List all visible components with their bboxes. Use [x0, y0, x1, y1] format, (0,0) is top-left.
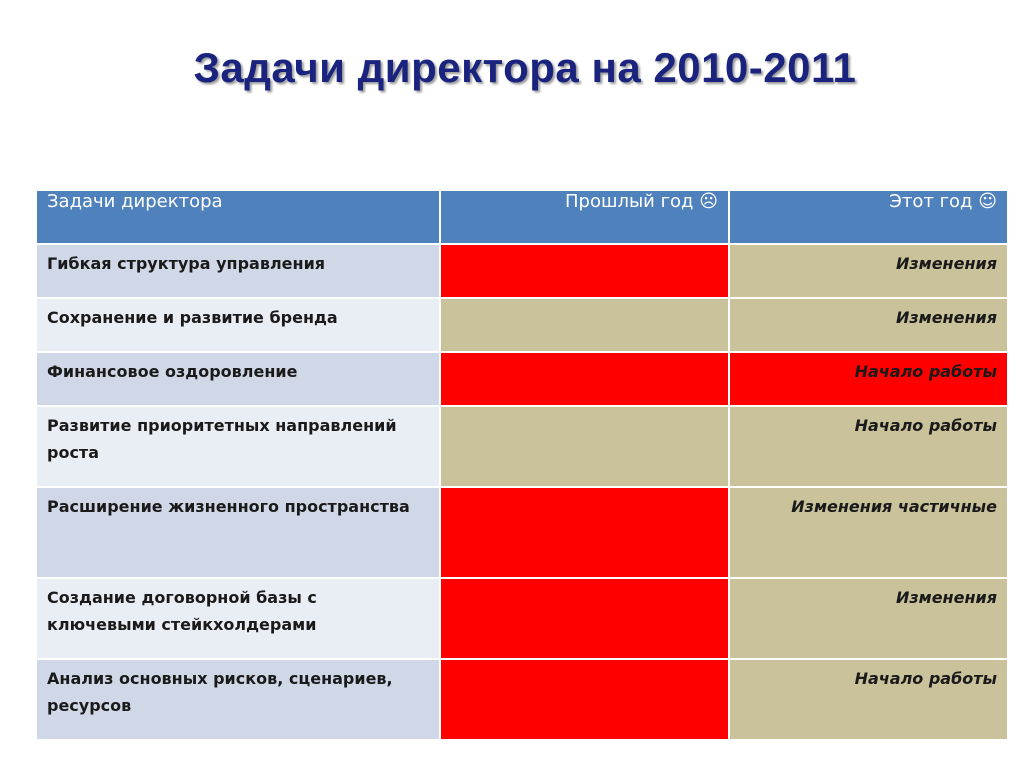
header-this-year [729, 190, 1008, 244]
task-cell: Развитие приоритетных направлений роста [36, 406, 440, 487]
table-row [36, 487, 1008, 578]
table-header-row [36, 190, 1008, 244]
slide-title: Задачи директора на 2010-2011 [193, 44, 857, 91]
this-year-status-cell: Изменения [729, 244, 1008, 298]
table-row [36, 298, 1008, 352]
header-past-year [440, 190, 729, 244]
neutral-face-icon: ☺ [978, 191, 997, 212]
this-year-status-cell: Изменения [729, 298, 1008, 352]
past-status-cell [440, 406, 729, 487]
past-status-cell [440, 352, 729, 406]
this-year-status-cell: Начало работы [729, 406, 1008, 487]
past-status-cell [440, 659, 729, 740]
past-status-cell [440, 487, 729, 578]
table-row [36, 352, 1008, 406]
task-cell: Создание договорной базы с ключевыми стейкхолдерами [36, 578, 440, 659]
director-tasks-table [35, 189, 1009, 741]
header-tasks: Задачи директора [36, 190, 440, 244]
this-year-status-cell: Начало работы [729, 659, 1008, 740]
past-status-cell [440, 244, 729, 298]
this-year-status-cell: Изменения частичные [729, 487, 1008, 578]
table-row [36, 578, 1008, 659]
sad-face-icon: ☹ [699, 191, 718, 212]
past-status-cell [440, 578, 729, 659]
table-row [36, 244, 1008, 298]
this-year-status-cell: Начало работы [729, 352, 1008, 406]
table-row [36, 406, 1008, 487]
table-row [36, 659, 1008, 740]
task-cell: Расширение жизненного пространства [36, 487, 440, 578]
past-status-cell [440, 298, 729, 352]
header-past-year-label: Прошлый год [565, 191, 694, 212]
task-cell: Финансовое оздоровление [36, 352, 440, 406]
task-cell: Анализ основных рисков, сценариев, ресурсов [36, 659, 440, 740]
header-this-year-label: Этот год [889, 191, 973, 212]
this-year-status-cell: Изменения [729, 578, 1008, 659]
task-cell: Гибкая структура управления [36, 244, 440, 298]
task-cell: Сохранение и развитие бренда [36, 298, 440, 352]
